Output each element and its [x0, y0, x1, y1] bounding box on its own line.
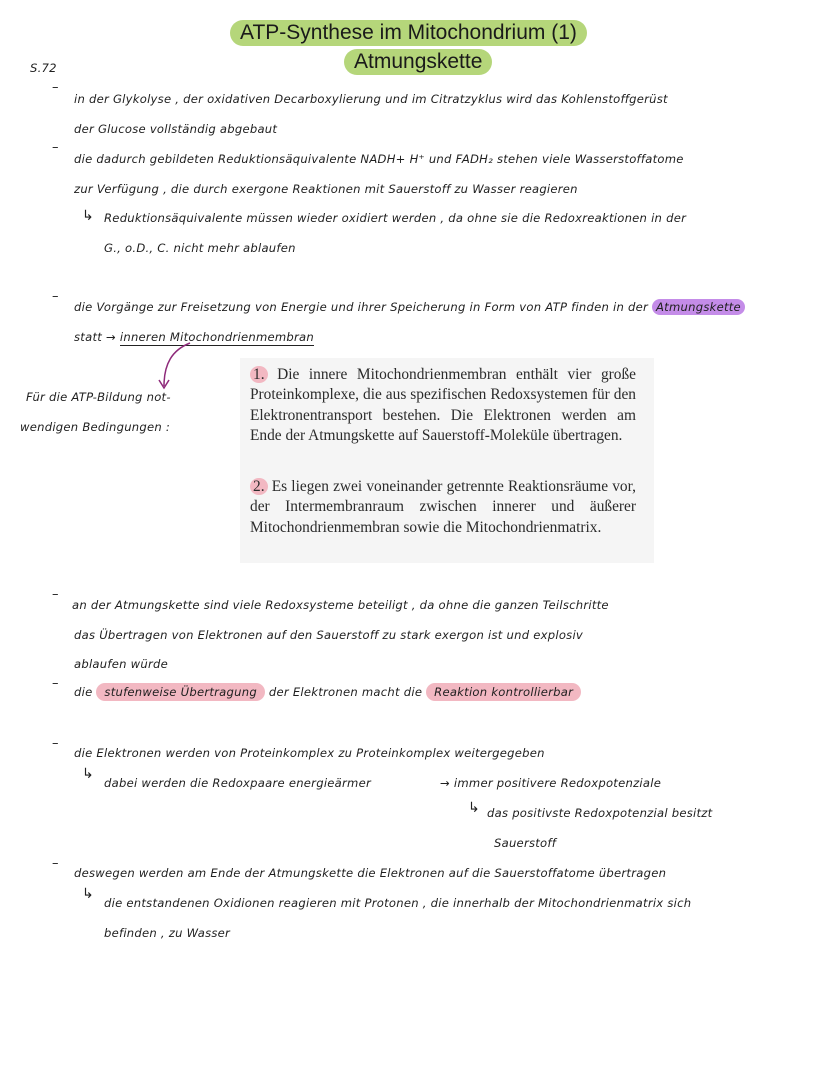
highlight-stufenweise: stufenweise Übertragung — [96, 683, 265, 701]
p5-line — [74, 685, 581, 699]
side-note-line2: wendigen Bedingungen : — [20, 420, 171, 434]
p5-pre: die — [74, 685, 93, 699]
p2-line1: die dadurch gebildeten Reduktionsäquivalente NADH+ H⁺ und FADH₂ stehen viele Wasserstoffatome — [74, 152, 684, 166]
p7-line1: deswegen werden am Ende der Atmungskette die Elektronen auf die Sauerstoffatome übertragen — [74, 866, 667, 880]
p1-line1: in der Glykolyse , der oxidativen Decarboxylierung und im Citratzyklus wird das Kohlenstoffgerüst — [74, 92, 668, 106]
p4-line1: an der Atmungskette sind viele Redoxsysteme beteiligt , da ohne die ganzen Teilschritte — [72, 598, 609, 612]
excerpt-item-2 — [250, 477, 636, 538]
arrow-icon: ↳ — [82, 766, 94, 782]
arrow-icon: ↳ — [468, 800, 480, 816]
p5-mid: der Elektronen macht die — [268, 685, 423, 699]
p1-line2: der Glucose vollständig abgebaut — [74, 122, 278, 136]
excerpt-text-2: Es liegen zwei voneinander getrennte Reaktionsräume vor, der Intermembranraum zwischen innerer und äußerer Mitochondrienmembran sowie die Mitochondrienmatrix. — [250, 478, 636, 536]
bullet-dash: – — [52, 736, 59, 751]
side-note-line1: Für die ATP-Bildung not- — [26, 390, 171, 404]
excerpt-item-1 — [250, 365, 636, 446]
p4-line2: das Übertragen von Elektronen auf den Sauerstoff zu stark exergon ist und explosiv — [74, 628, 584, 642]
p3-line2-text: statt → — [74, 330, 116, 344]
curved-arrow-icon — [150, 340, 210, 396]
p2-line2: zur Verfügung , die durch exergone Reaktionen mit Sauerstoff zu Wasser reagieren — [74, 182, 578, 196]
p4-line3: ablaufen würde — [74, 657, 168, 671]
bullet-dash: – — [52, 856, 59, 871]
p3-line1 — [74, 300, 745, 314]
p7-sub-line1: die entstandenen Oxidionen reagieren mit Protonen , die innerhalb der Mitochondrienmatrix sich — [104, 896, 692, 910]
bullet-dash: – — [52, 587, 59, 602]
excerpt-text-1: Die innere Mitochondrienmembran enthält vier große Proteinkomplexe, die aus spezifischen Redoxsystemen für den Elektronentransport bestehen. Die Elektronen werden am Ende der Atmungskette auf Sauerstoff-Moleküle übertragen. — [250, 366, 636, 444]
highlight-kontrollierbar: Reaktion kontrollierbar — [426, 683, 581, 701]
highlight-atmungskette: Atmungskette — [652, 299, 745, 315]
arrow-icon: ↳ — [82, 886, 94, 902]
p6-sub1-arrow: → immer positivere Redoxpotenziale — [440, 776, 662, 790]
p3-line1-text: die Vorgänge zur Freisetzung von Energie und ihrer Speicherung in Form von ATP finden in der — [74, 300, 649, 314]
bullet-dash: – — [52, 140, 59, 155]
page-title: ATP-Synthese im Mitochondrium (1) — [230, 20, 587, 46]
underlined-membrane: inneren Mitochondrienmembran — [119, 330, 315, 344]
p7-sub-line2: befinden , zu Wasser — [104, 926, 231, 940]
p2-sub-line2: G., o.D., C. nicht mehr ablaufen — [104, 241, 296, 255]
arrow-icon: ↳ — [82, 208, 94, 224]
p6-sub2-line1: das positivste Redoxpotenzial besitzt — [487, 806, 713, 820]
bullet-dash: – — [52, 676, 59, 691]
page-reference: S.72 — [30, 61, 57, 75]
p6-sub1: dabei werden die Redoxpaare energieärmer — [104, 776, 371, 790]
p6-line1: die Elektronen werden von Proteinkomplex zu Proteinkomplex weitergegeben — [74, 746, 545, 760]
bullet-dash: – — [52, 289, 59, 304]
excerpt-number-2: 2. — [250, 478, 268, 495]
excerpt-number-1: 1. — [250, 366, 268, 383]
p6-sub2-line2: Sauerstoff — [494, 836, 557, 850]
bullet-dash: – — [52, 80, 59, 95]
textbook-excerpt — [240, 358, 654, 563]
page-subtitle: Atmungskette — [344, 49, 492, 75]
p2-sub-line1: Reduktionsäquivalente müssen wieder oxidiert werden , da ohne sie die Redoxreaktionen in der — [104, 211, 687, 225]
